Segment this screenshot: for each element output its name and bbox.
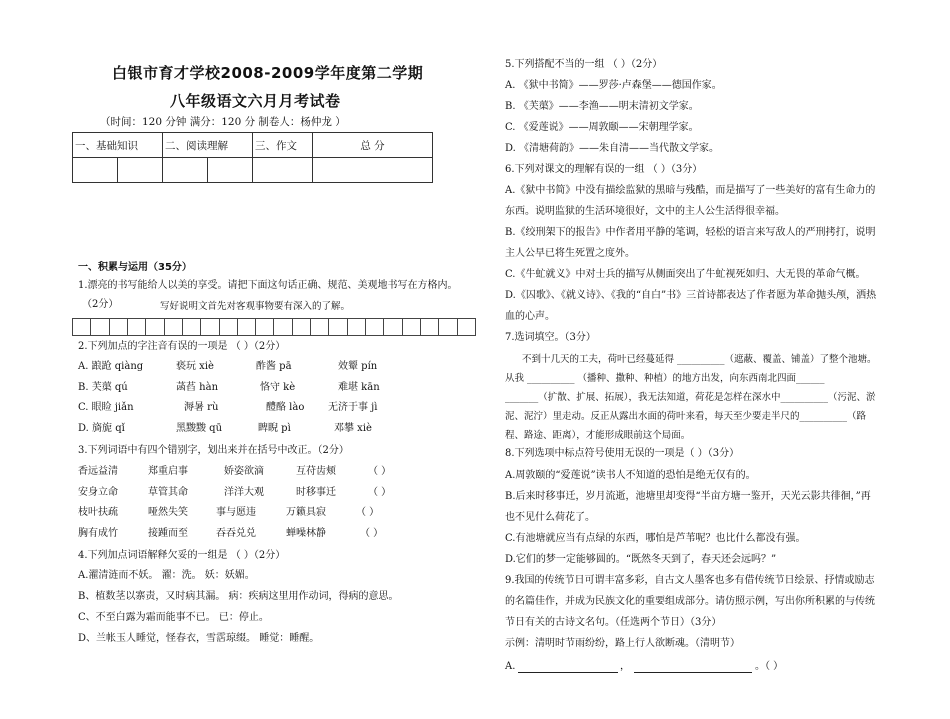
q3-word: 郑重启事 [148,466,188,477]
q2-option-b-1: B. 芙蕖 qú [78,382,128,393]
q3-word: 事与愿违 [216,507,256,518]
q9-answer-a-blank2[interactable] [634,660,752,673]
q5-option-b: B. 《芙蕖》——李渔——明末清初文学家。 [505,101,699,112]
q6-option-c: C.《牛虻就义》中对士兵的描写从侧面突出了牛虻视死如归、大无畏的革命气概。 [505,269,866,280]
score-cell[interactable] [163,158,208,183]
question-9-line1: 9.我国的传统节日可谓丰富多彩，自古文人墨客也多有借传统节日绘景、抒情或励志 [505,575,875,586]
question-9-line2: 的名篇佳作，并成为民族文化的重要组成部分。请仿照示例，写出你所积累的与传统 [505,596,875,607]
q5-option-d: D. 《清塘荷韵》——朱自清——当代散文学家。 [505,143,720,154]
q7-line1: 不到十几天的工夫，荷叶已经蔓延得 __________（遮蔽、覆盖、铺盖）了整个池塘。 [522,354,877,365]
q5-option-c: C. 《爱莲说》——周敦颐——宋朝理学家。 [505,122,699,133]
q2-option-c-3: 醴酪 lào [266,402,305,413]
q2-option-d-3: 睥睨 pì [258,423,291,434]
q3-word: 草管其命 [148,487,188,498]
q9-comma: ， [620,661,630,672]
question-1: 1.漂亮的书写能给人以美的享受。请把下面这句话正确、规范、美观地书写在方格内。 [78,280,458,291]
exam-info: （时间：120 分钟 满分：120 分 制卷人：杨仲龙 ） [100,116,346,128]
q3-word: 蝉噪林静 [286,528,326,539]
q4-option-c: C、不至白露为霜而能事不已。 已：停止。 [78,612,269,623]
score-cell[interactable] [118,158,163,183]
q3-word: 吞吞兑兑 [216,528,256,539]
score-table [72,132,433,183]
question-1-points: （2分） [82,299,119,310]
q2-option-b-3: 恪守 kè [260,382,296,393]
q3-word: 胸有成竹 [78,528,118,539]
q4-option-b: B、植数茎以寨责，又时病其漏。 病：疾病这里用作动词，得病的意思。 [78,591,399,602]
score-header-essay: 三、作文 [253,133,313,158]
q6-option-a-line2: 东西。说明监狱的生活环境很好，文中的主人公生活得很幸福。 [505,206,785,217]
q3-word: 接踵而至 [148,528,188,539]
score-cell[interactable] [208,158,253,183]
question-1-sentence: 写好说明文首先对客观事物要有深入的了解。 [160,301,351,312]
q5-option-a: A. 《狱中书简》——罗莎·卢森堡——德国作家。 [505,80,722,91]
q3-word: 娇姿欲滴 [224,466,264,477]
q7-line4: 泥、泥泞）里走动。反正从露出水面的荷叶来看，每天至少要走半尺的__________（路 [505,411,867,422]
q2-option-a-2: 亵玩 xiè [176,361,214,372]
q3-answer-blank[interactable]: （ ） [368,466,392,477]
writing-grid[interactable] [72,318,476,336]
q2-option-a-4: 效颦 pín [338,361,378,372]
q7-line2: 从我 __________ （播种、撒种、种植）的地方出发，向东西南北四面______ [505,373,825,384]
q6-option-d-line2: 血的心声。 [505,311,555,322]
q4-option-a: A.濯清涟而不妖。 濯：洗。 妖：妖媚。 [78,570,255,581]
q2-option-d-1: D. 旖旎 qǐ [78,423,125,434]
q8-option-c: C.有池塘就应当有点绿的东西，哪怕是芦苇呢？也比什么都没有强。 [505,533,806,544]
q2-option-a-3: 酢酱 pā [256,361,292,372]
q9-answer-a-blank1[interactable] [518,660,618,673]
score-cell[interactable] [313,158,433,183]
question-4: 4.下列加点词语解释欠妥的一组是 （ ）（2分） [78,550,286,561]
q6-option-b-line1: B.《绞刑架下的报告》中作者用平静的笔调，轻松的语言来写敌人的严刑拷打，说明 [505,227,876,238]
score-header-basics: 一、基础知识 [73,133,163,158]
question-6: 6.下列对课文的理解有误的一组 （ ）（3分） [505,164,703,175]
q2-option-b-4: 难堪 kān [338,382,380,393]
q3-answer-blank[interactable]: （ ） [368,487,392,498]
q4-option-d: D、兰帐玉人睡觉，怪春衣，雪霑琼缀。 睡觉：睡醒。 [78,633,320,644]
q3-word: 安身立命 [78,487,118,498]
q8-option-a: A.周敦颐的“爱莲说”读书人不知道的恐怕是绝无仅有的。 [505,470,756,481]
question-7: 7.选词填空。（3分） [505,332,596,343]
q3-answer-blank[interactable]: （ ） [360,528,384,539]
q2-option-b-2: 菡萏 hàn [176,382,219,393]
q6-option-b-line2: 主人公早已将生死置之度外。 [505,248,635,259]
q2-option-c-2: 溽暑 rù [184,402,219,413]
question-8: 8.下列选项中标点符号使用无误的一项是（ ）（3分） [505,448,740,459]
section-heading: 一、积累与运用（35分） [78,262,192,273]
q3-word: 枝叶扶疏 [78,507,118,518]
q9-example: 示例：清明时节雨纷纷，路上行人欲断魂。（清明节） [505,638,740,649]
q3-answer-blank[interactable]: （ ） [356,507,380,518]
score-header-reading: 二、阅读理解 [163,133,253,158]
question-5: 5.下列搭配不当的一组 （ ）（2分） [505,59,663,70]
q9-answer-a-festival[interactable]: 。（ ） [755,661,784,672]
q2-option-c-1: C. 眼睑 jiǎn [78,402,134,413]
question-9-line3: 节日有关的古诗文名句。（任选两个节日）（3分） [505,617,722,628]
q8-option-b-line1: B.后来时移事迁，岁月流逝，池塘里却变得“半亩方塘一鉴开，天光云影共徘徊，”再 [505,491,871,502]
q3-word: 时移事迁 [296,487,336,498]
score-header-total: 总 分 [313,133,433,158]
q3-word: 香远益清 [78,466,118,477]
q2-option-d-2: 黑黢黢 qū [176,423,223,434]
q2-option-a-1: A. 踉跄 qiàng [78,361,144,372]
score-cell[interactable] [73,158,118,183]
q6-option-d-line1: D.《囚歌》、《就义诗》、《我的“自白”书》三首诗都表达了作者愿为革命抛头颅，洒热 [505,290,877,301]
q8-option-b-line2: 也不见什么荷花了。 [505,512,595,523]
q8-option-d: D.它们的梦一定能够圆的。“既然冬天到了，春天还会远吗？” [505,554,777,565]
q2-option-d-4: 邓攀 xiè [334,423,372,434]
score-cell[interactable] [253,158,313,183]
q3-word: 万籁具寂 [286,507,326,518]
q3-word: 洋洋大观 [224,487,264,498]
q7-line5: 程、路途、距离），才能形成眼前这个局面。 [505,430,691,441]
exam-subtitle: 八年级语文六月月考试卷 [170,92,341,110]
q3-word: 哑然失笑 [148,507,188,518]
question-3: 3.下列词语中有四个错别字，划出来并在括号中改正。（2分） [78,445,349,456]
q6-option-a-line1: A.《狱中书简》中没有描绘监狱的黑暗与残酷，而是描写了一些美好的富有生命力的 [505,185,876,196]
q3-word: 互苻齿颊 [296,466,336,477]
question-2: 2.下列加点的字注音有误的一项是 （ ）（2分） [78,341,286,352]
q9-answer-a-label: A. [505,661,516,672]
q2-option-c-4: 无济于事 jì [328,402,378,413]
q7-line3: _______（扩散、扩展、拓展），我无法知道，荷花是怎样在深水中__________（污泥、淤 [505,392,876,403]
exam-title: 白银市育才学校2008-2009学年度第二学期 [112,64,424,82]
